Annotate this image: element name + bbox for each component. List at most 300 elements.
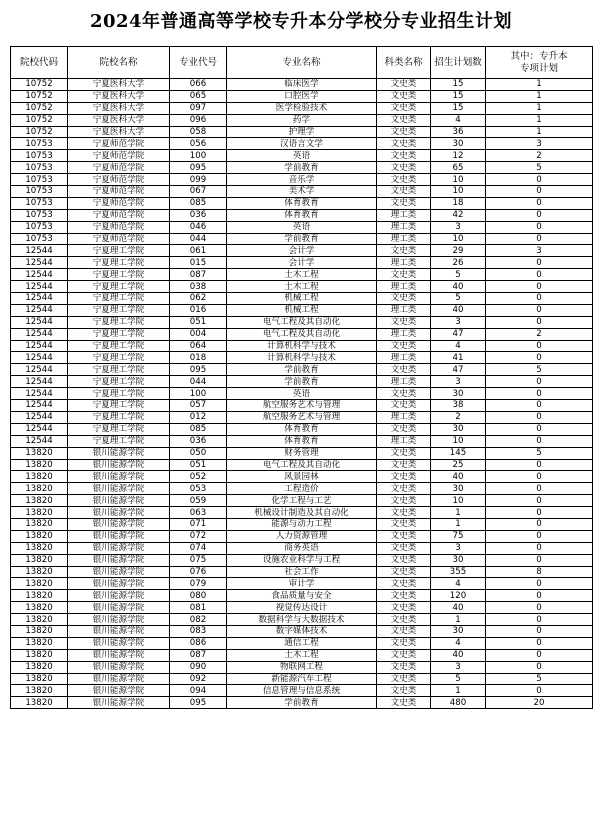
cell-plan: 30: [431, 554, 486, 566]
cell-major-name: 社会工作: [227, 566, 377, 578]
cell-category: 文史类: [377, 364, 431, 376]
cell-special-plan: 5: [486, 364, 593, 376]
cell-major-code: 044: [170, 376, 227, 388]
table-row: [11, 245, 593, 257]
cell-major-name: 土木工程: [227, 649, 377, 661]
cell-plan: 36: [431, 126, 486, 138]
cell-special-plan: 0: [486, 257, 593, 269]
cell-major-name: 工程造价: [227, 483, 377, 495]
cell-major-name: 音乐学: [227, 174, 377, 186]
cell-major-name: 信息管理与信息系统: [227, 685, 377, 697]
cell-major-name: 护理学: [227, 126, 377, 138]
cell-school-code: 10753: [11, 221, 68, 233]
cell-school-name: 宁夏师范学院: [68, 197, 170, 209]
cell-special-plan: 0: [486, 411, 593, 423]
cell-school-name: 银川能源学院: [68, 530, 170, 542]
cell-plan: 1: [431, 518, 486, 530]
cell-special-plan: 0: [486, 518, 593, 530]
cell-school-code: 10753: [11, 174, 68, 186]
cell-school-code: 13820: [11, 590, 68, 602]
cell-school-name: 宁夏理工学院: [68, 281, 170, 293]
cell-school-code: 12544: [11, 376, 68, 388]
cell-major-name: 电气工程及其自动化: [227, 328, 377, 340]
cell-school-name: 宁夏理工学院: [68, 304, 170, 316]
cell-category: 文史类: [377, 447, 431, 459]
cell-major-name: 计算机科学与技术: [227, 352, 377, 364]
cell-plan: 1: [431, 507, 486, 519]
cell-school-name: 银川能源学院: [68, 625, 170, 637]
table-row: [11, 530, 593, 542]
table-row: [11, 352, 593, 364]
cell-category: 文史类: [377, 79, 431, 91]
cell-category: 文史类: [377, 649, 431, 661]
cell-major-code: 082: [170, 614, 227, 626]
cell-major-code: 050: [170, 447, 227, 459]
cell-major-name: 设施农业科学与工程: [227, 554, 377, 566]
cell-special-plan: 0: [486, 471, 593, 483]
table-row: [11, 625, 593, 637]
table-row: [11, 649, 593, 661]
cell-special-plan: 0: [486, 625, 593, 637]
cell-major-code: 096: [170, 114, 227, 126]
cell-category: 文史类: [377, 637, 431, 649]
cell-major-code: 012: [170, 411, 227, 423]
cell-special-plan: 0: [486, 614, 593, 626]
cell-school-name: 宁夏师范学院: [68, 138, 170, 150]
cell-special-plan: 0: [486, 352, 593, 364]
cell-school-code: 10752: [11, 126, 68, 138]
cell-major-code: 095: [170, 364, 227, 376]
cell-school-code: 13820: [11, 578, 68, 590]
cell-major-code: 016: [170, 304, 227, 316]
cell-school-code: 13820: [11, 542, 68, 554]
cell-school-code: 12544: [11, 281, 68, 293]
table-row: [11, 90, 593, 102]
cell-special-plan: 2: [486, 328, 593, 340]
cell-major-code: 074: [170, 542, 227, 554]
table-row: [11, 269, 593, 281]
enrollment-plan-table: [10, 46, 593, 709]
cell-school-code: 12544: [11, 423, 68, 435]
cell-major-code: 057: [170, 400, 227, 412]
cell-major-code: 080: [170, 590, 227, 602]
cell-school-name: 银川能源学院: [68, 554, 170, 566]
cell-major-name: 数字媒体技术: [227, 625, 377, 637]
cell-major-code: 097: [170, 102, 227, 114]
cell-major-name: 体育教育: [227, 435, 377, 447]
cell-major-code: 071: [170, 518, 227, 530]
cell-plan: 12: [431, 150, 486, 162]
cell-category: 文史类: [377, 495, 431, 507]
cell-category: 文史类: [377, 614, 431, 626]
cell-category: 文史类: [377, 471, 431, 483]
cell-category: 文史类: [377, 459, 431, 471]
cell-plan: 18: [431, 197, 486, 209]
cell-special-plan: 0: [486, 388, 593, 400]
cell-major-name: 土木工程: [227, 281, 377, 293]
cell-school-name: 宁夏理工学院: [68, 388, 170, 400]
cell-major-name: 能源与动力工程: [227, 518, 377, 530]
cell-special-plan: 1: [486, 114, 593, 126]
cell-plan: 10: [431, 174, 486, 186]
cell-major-name: 学前教育: [227, 233, 377, 245]
cell-plan: 41: [431, 352, 486, 364]
cell-special-plan: 20: [486, 697, 593, 709]
cell-major-name: 机械工程: [227, 304, 377, 316]
cell-category: 文史类: [377, 530, 431, 542]
cell-school-name: 宁夏师范学院: [68, 150, 170, 162]
cell-major-name: 航空服务艺术与管理: [227, 411, 377, 423]
cell-plan: 10: [431, 435, 486, 447]
cell-major-code: 100: [170, 388, 227, 400]
cell-major-name: 学前教育: [227, 697, 377, 709]
cell-school-code: 12544: [11, 352, 68, 364]
cell-school-name: 宁夏理工学院: [68, 293, 170, 305]
cell-school-code: 10753: [11, 186, 68, 198]
table-row: [11, 281, 593, 293]
cell-category: 文史类: [377, 625, 431, 637]
cell-major-code: 090: [170, 661, 227, 673]
table-row: [11, 602, 593, 614]
cell-school-code: 12544: [11, 257, 68, 269]
cell-special-plan: 0: [486, 400, 593, 412]
header-category: 科类名称: [377, 47, 431, 79]
cell-major-code: 100: [170, 150, 227, 162]
cell-major-name: 通信工程: [227, 637, 377, 649]
table-row: [11, 364, 593, 376]
table-row: [11, 197, 593, 209]
cell-major-name: 机械工程: [227, 293, 377, 305]
cell-category: 文史类: [377, 542, 431, 554]
cell-school-code: 10752: [11, 114, 68, 126]
table-row: [11, 138, 593, 150]
cell-major-name: 新能源汽车工程: [227, 673, 377, 685]
cell-major-code: 087: [170, 649, 227, 661]
table-row: [11, 162, 593, 174]
table-row: [11, 495, 593, 507]
cell-plan: 30: [431, 423, 486, 435]
header-special-plan: [486, 47, 593, 79]
cell-special-plan: 0: [486, 495, 593, 507]
cell-major-name: 英语: [227, 221, 377, 233]
table-row: [11, 554, 593, 566]
cell-category: 理工类: [377, 328, 431, 340]
cell-major-code: 095: [170, 697, 227, 709]
cell-category: 文史类: [377, 138, 431, 150]
cell-category: 文史类: [377, 423, 431, 435]
cell-school-code: 13820: [11, 649, 68, 661]
cell-category: 文史类: [377, 186, 431, 198]
cell-major-name: 英语: [227, 388, 377, 400]
cell-major-code: 062: [170, 293, 227, 305]
table-header: [11, 47, 593, 79]
cell-school-name: 宁夏理工学院: [68, 411, 170, 423]
cell-plan: 15: [431, 90, 486, 102]
cell-major-name: 体育教育: [227, 423, 377, 435]
table-row: [11, 471, 593, 483]
cell-major-name: 口腔医学: [227, 90, 377, 102]
cell-category: 文史类: [377, 685, 431, 697]
table-row: [11, 257, 593, 269]
cell-school-name: 宁夏理工学院: [68, 435, 170, 447]
cell-category: 文史类: [377, 114, 431, 126]
cell-school-name: 银川能源学院: [68, 637, 170, 649]
cell-plan: 15: [431, 102, 486, 114]
cell-major-code: 065: [170, 90, 227, 102]
cell-plan: 40: [431, 649, 486, 661]
cell-plan: 25: [431, 459, 486, 471]
cell-major-name: 商务英语: [227, 542, 377, 554]
cell-category: 理工类: [377, 304, 431, 316]
cell-plan: 30: [431, 625, 486, 637]
cell-category: 理工类: [377, 435, 431, 447]
cell-special-plan: 1: [486, 126, 593, 138]
table-row: [11, 102, 593, 114]
cell-major-code: 063: [170, 507, 227, 519]
cell-category: 文史类: [377, 90, 431, 102]
cell-plan: 47: [431, 364, 486, 376]
cell-plan: 15: [431, 79, 486, 91]
cell-category: 文史类: [377, 400, 431, 412]
cell-category: 文史类: [377, 269, 431, 281]
cell-major-name: 美术学: [227, 186, 377, 198]
cell-school-code: 13820: [11, 697, 68, 709]
cell-school-name: 银川能源学院: [68, 483, 170, 495]
cell-major-code: 079: [170, 578, 227, 590]
cell-major-code: 066: [170, 79, 227, 91]
cell-major-code: 004: [170, 328, 227, 340]
table-row: [11, 459, 593, 471]
cell-school-name: 银川能源学院: [68, 673, 170, 685]
cell-major-code: 044: [170, 233, 227, 245]
cell-school-name: 宁夏理工学院: [68, 328, 170, 340]
cell-school-name: 宁夏理工学院: [68, 400, 170, 412]
cell-major-name: 审计学: [227, 578, 377, 590]
cell-category: 文史类: [377, 697, 431, 709]
cell-category: 文史类: [377, 162, 431, 174]
table-row: [11, 542, 593, 554]
table-body: [11, 79, 593, 709]
cell-plan: 120: [431, 590, 486, 602]
table-row: [11, 673, 593, 685]
cell-plan: 4: [431, 114, 486, 126]
header-special-plan-line2: 专项计划: [519, 62, 558, 74]
cell-category: 文史类: [377, 102, 431, 114]
cell-special-plan: 0: [486, 590, 593, 602]
cell-school-code: 13820: [11, 625, 68, 637]
cell-school-code: 13820: [11, 685, 68, 697]
cell-school-name: 银川能源学院: [68, 471, 170, 483]
table-row: [11, 293, 593, 305]
cell-school-name: 宁夏理工学院: [68, 423, 170, 435]
cell-school-name: 宁夏理工学院: [68, 245, 170, 257]
cell-special-plan: 0: [486, 316, 593, 328]
cell-special-plan: 0: [486, 269, 593, 281]
cell-special-plan: 0: [486, 542, 593, 554]
cell-major-name: 英语: [227, 150, 377, 162]
cell-school-name: 宁夏理工学院: [68, 376, 170, 388]
cell-school-name: 宁夏医科大学: [68, 102, 170, 114]
cell-school-code: 13820: [11, 495, 68, 507]
cell-special-plan: 0: [486, 376, 593, 388]
cell-category: 理工类: [377, 257, 431, 269]
cell-major-name: 电气工程及其自动化: [227, 316, 377, 328]
cell-school-code: 12544: [11, 293, 68, 305]
cell-school-code: 12544: [11, 245, 68, 257]
cell-plan: 40: [431, 471, 486, 483]
cell-plan: 4: [431, 340, 486, 352]
cell-category: 文史类: [377, 174, 431, 186]
cell-major-name: 学前教育: [227, 364, 377, 376]
cell-special-plan: 3: [486, 138, 593, 150]
cell-school-code: 13820: [11, 483, 68, 495]
cell-school-code: 10753: [11, 150, 68, 162]
cell-major-name: 学前教育: [227, 162, 377, 174]
cell-school-code: 12544: [11, 400, 68, 412]
header-row: [11, 47, 593, 79]
table-row: [11, 126, 593, 138]
cell-special-plan: 0: [486, 340, 593, 352]
cell-special-plan: 1: [486, 79, 593, 91]
cell-school-code: 13820: [11, 637, 68, 649]
table-row: [11, 233, 593, 245]
cell-plan: 40: [431, 304, 486, 316]
header-plan: 招生计划数: [431, 47, 486, 79]
cell-category: 文史类: [377, 150, 431, 162]
cell-plan: 1: [431, 614, 486, 626]
table-row: [11, 697, 593, 709]
cell-special-plan: 0: [486, 578, 593, 590]
cell-plan: 3: [431, 661, 486, 673]
cell-category: 文史类: [377, 316, 431, 328]
header-major-code: 专业代号: [170, 47, 227, 79]
cell-major-name: 计算机科学与技术: [227, 340, 377, 352]
cell-major-name: 化学工程与工艺: [227, 495, 377, 507]
cell-category: 文史类: [377, 507, 431, 519]
cell-plan: 3: [431, 221, 486, 233]
cell-plan: 3: [431, 542, 486, 554]
cell-major-name: 药学: [227, 114, 377, 126]
table-row: [11, 114, 593, 126]
cell-plan: 145: [431, 447, 486, 459]
cell-category: 理工类: [377, 352, 431, 364]
cell-major-code: 058: [170, 126, 227, 138]
cell-major-code: 036: [170, 209, 227, 221]
cell-major-name: 体育教育: [227, 197, 377, 209]
cell-special-plan: 0: [486, 435, 593, 447]
cell-plan: 40: [431, 281, 486, 293]
cell-plan: 480: [431, 697, 486, 709]
cell-category: 文史类: [377, 197, 431, 209]
cell-school-code: 13820: [11, 602, 68, 614]
cell-major-code: 083: [170, 625, 227, 637]
cell-school-code: 12544: [11, 340, 68, 352]
table-row: [11, 340, 593, 352]
cell-school-code: 13820: [11, 614, 68, 626]
cell-plan: 26: [431, 257, 486, 269]
cell-school-name: 宁夏理工学院: [68, 269, 170, 281]
cell-school-code: 10753: [11, 162, 68, 174]
cell-special-plan: 0: [486, 233, 593, 245]
cell-school-name: 银川能源学院: [68, 518, 170, 530]
table-row: [11, 614, 593, 626]
cell-special-plan: 0: [486, 174, 593, 186]
cell-category: 文史类: [377, 566, 431, 578]
cell-category: 文史类: [377, 340, 431, 352]
cell-school-name: 宁夏理工学院: [68, 352, 170, 364]
cell-category: 文史类: [377, 661, 431, 673]
cell-school-code: 13820: [11, 566, 68, 578]
cell-plan: 5: [431, 269, 486, 281]
cell-school-name: 宁夏师范学院: [68, 209, 170, 221]
cell-major-name: 会计学: [227, 257, 377, 269]
cell-school-name: 银川能源学院: [68, 495, 170, 507]
table-row: [11, 376, 593, 388]
cell-major-code: 067: [170, 186, 227, 198]
cell-school-name: 银川能源学院: [68, 459, 170, 471]
cell-school-code: 10752: [11, 90, 68, 102]
cell-school-name: 银川能源学院: [68, 614, 170, 626]
cell-school-name: 银川能源学院: [68, 542, 170, 554]
cell-school-code: 12544: [11, 316, 68, 328]
cell-major-code: 051: [170, 316, 227, 328]
table-row: [11, 174, 593, 186]
cell-school-name: 宁夏医科大学: [68, 90, 170, 102]
page-title: 2024年普通高等学校专升本分学校分专业招生计划: [89, 11, 513, 32]
cell-school-name: 宁夏理工学院: [68, 340, 170, 352]
cell-major-name: 食品质量与安全: [227, 590, 377, 602]
cell-major-code: 086: [170, 637, 227, 649]
cell-major-name: 机械设计制造及其自动化: [227, 507, 377, 519]
cell-major-code: 087: [170, 269, 227, 281]
cell-plan: 10: [431, 186, 486, 198]
cell-plan: 1: [431, 685, 486, 697]
table-row: [11, 685, 593, 697]
cell-category: 文史类: [377, 245, 431, 257]
table-row: [11, 590, 593, 602]
table-row: [11, 423, 593, 435]
cell-plan: 30: [431, 138, 486, 150]
cell-special-plan: 0: [486, 423, 593, 435]
cell-category: 文史类: [377, 126, 431, 138]
cell-category: 理工类: [377, 376, 431, 388]
table-row: [11, 388, 593, 400]
table-row: [11, 447, 593, 459]
cell-school-code: 13820: [11, 530, 68, 542]
table-row: [11, 150, 593, 162]
cell-major-code: 053: [170, 483, 227, 495]
cell-school-name: 银川能源学院: [68, 649, 170, 661]
cell-major-code: 015: [170, 257, 227, 269]
cell-school-code: 10753: [11, 209, 68, 221]
cell-category: 文史类: [377, 293, 431, 305]
cell-special-plan: 0: [486, 637, 593, 649]
cell-school-code: 12544: [11, 328, 68, 340]
cell-plan: 4: [431, 637, 486, 649]
cell-special-plan: 0: [486, 186, 593, 198]
header-special-plan-line1: 其中：专升本: [510, 50, 568, 62]
cell-school-code: 13820: [11, 518, 68, 530]
cell-major-name: 医学检验技术: [227, 102, 377, 114]
cell-special-plan: 1: [486, 90, 593, 102]
cell-category: 文史类: [377, 590, 431, 602]
cell-school-name: 银川能源学院: [68, 507, 170, 519]
cell-major-code: 095: [170, 162, 227, 174]
cell-major-code: 092: [170, 673, 227, 685]
cell-special-plan: 0: [486, 459, 593, 471]
cell-school-name: 宁夏医科大学: [68, 79, 170, 91]
cell-major-code: 099: [170, 174, 227, 186]
